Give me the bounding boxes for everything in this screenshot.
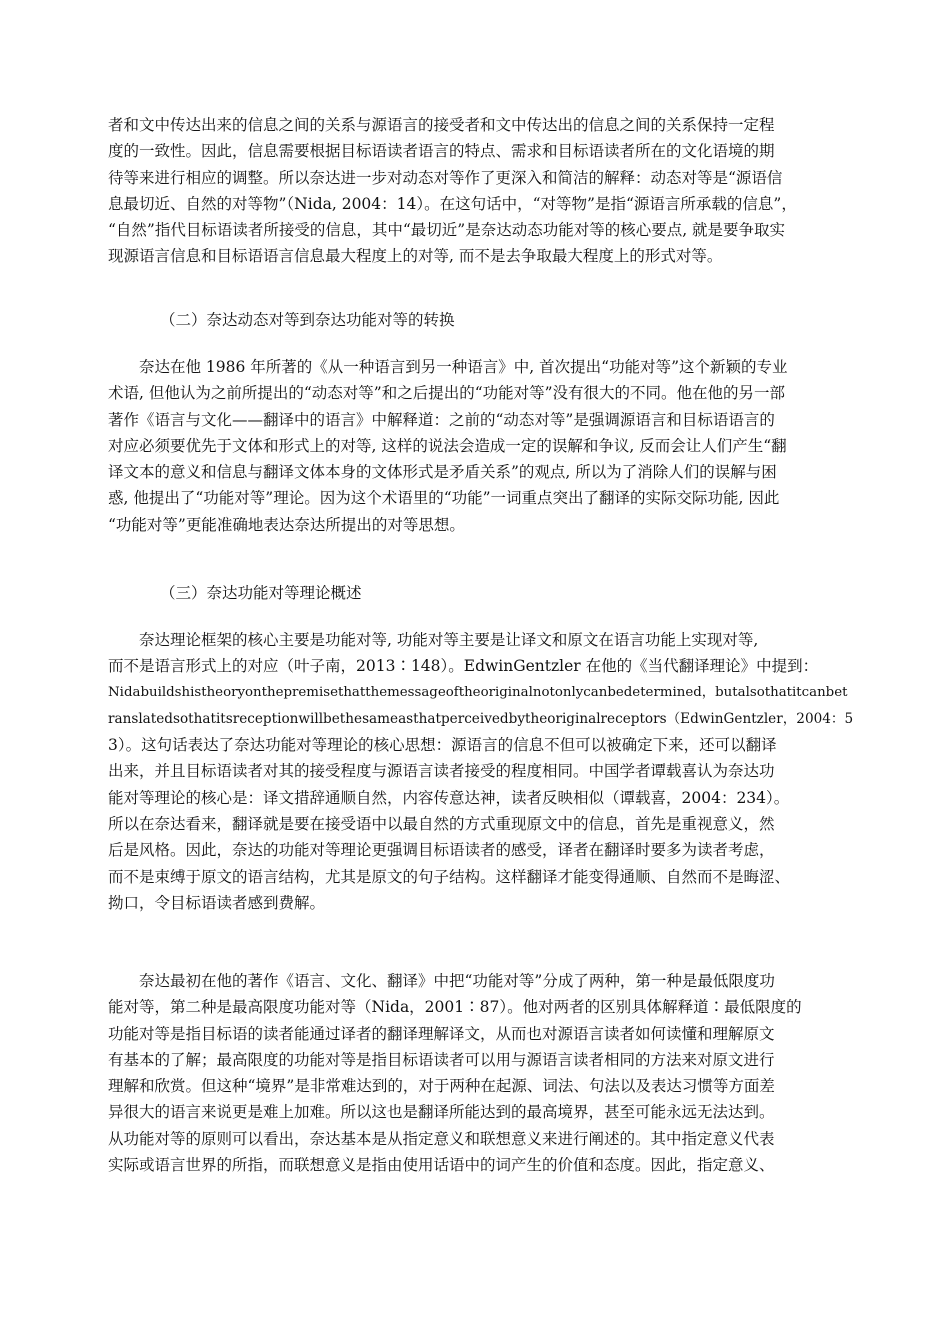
text-line: 者和文中传达出来的信息之间的关系与源语言的接受者和文中传达出的信息之间的关系保持一定程	[108, 116, 775, 134]
text-line: 功能对等是指目标语的读者能通过译者的翻译理解译文，从而也对源语言读者如何读懂和理解原文	[108, 1024, 775, 1043]
text-line: ranslatedsothatitsreceptionwillbethesameasthatperceivedbytheoriginalreceptors（EdwinGentzler，2004：5	[108, 710, 854, 727]
text-line: 有基本的了解；最高限度的功能对等是指目标语读者可以用与源语言读者相同的方法来对原文进行	[108, 1050, 775, 1069]
text-line: 所以在奈达看来，翻译就是要在接受语中以最自然的方式重现原文中的信息，首先是重视意义，然	[108, 815, 775, 834]
text-line: 异很大的语言来说更是难上加难。所以这也是翻译所能达到的最高境界，甚至可能永远无法达到。	[108, 1103, 775, 1122]
paragraph-1	[108, 112, 848, 270]
text-line: 实际或语言世界的所指，而联想意义是指由使用话语中的词产生的价值和态度。因此，指定意义、	[108, 1156, 775, 1175]
text-line: 息最切近、自然的对等物”（Nida, 2004：14）。在这句话中，“对等物”是指“源语言所承载的信息”，	[108, 194, 797, 213]
text-line: 拗口，令目标语读者感到费解。	[108, 893, 326, 912]
text-line: 奈达最初在他的著作《语言、文化、翻译》中把“功能对等”分成了两种，第一种是最低限度功	[139, 972, 775, 990]
text-line: 现源语言信息和目标语语言信息最大程度上的对等, 而不是去争取最大程度上的形式对等。	[108, 247, 723, 266]
text-line: 奈达理论框架的核心主要是功能对等, 功能对等主要是让译文和原文在语言功能上实现对等,	[139, 631, 759, 649]
text-line: 而不是语言形式上的对应（叶子南，2013∶148）。EdwinGentzler 在他的《当代翻译理论》中提到：	[108, 657, 819, 676]
text-line: 能对等理论的核心是：译文措辞通顺自然，内容传意达神，读者反映相似（谭载喜，2004：234）。	[108, 788, 790, 807]
text-line: 著作《语言与文化——翻译中的语言》中解释道：之前的“动态对等”是强调源语言和目标语语言的	[108, 410, 775, 429]
text-line: 待等来进行相应的调整。所以奈达进一步对动态对等作了更深入和简洁的解释：动态对等是“源语信	[108, 168, 783, 187]
text-line: 3）。这句话表达了奈达功能对等理论的核心思想：源语言的信息不但可以被确定下来，还可以翻译	[108, 736, 777, 755]
section-heading-3: （三）奈达功能对等理论概述	[160, 584, 362, 602]
text-line: 能对等，第二种是最高限度功能对等（Nida，2001∶87）。他对两者的区别具体解释道∶最低限度的	[108, 998, 802, 1017]
text-line: “功能对等”更能准确地表达奈达所提出的对等思想。	[108, 515, 465, 534]
text-line: “自然”指代目标语读者所接受的信息，其中“最切近”是奈达动态功能对等的核心要点, 就是要争取实	[108, 221, 786, 240]
text-line: 惑, 他提出了“功能对等”理论。因为这个术语里的“功能”一词重点突出了翻译的实际交际功能, 因此	[108, 489, 780, 508]
text-line: 从功能对等的原则可以看出，奈达基本是从指定意义和联想意义来进行阐述的。其中指定意义代表	[108, 1129, 775, 1148]
text-line: 后是风格。因此，奈达的功能对等理论更强调目标语读者的感受，译者在翻译时要多为读者考虑，	[108, 841, 775, 860]
section-heading-2: （二）奈达动态对等到奈达功能对等的转换	[160, 311, 455, 329]
text-line: 术语, 但他认为之前所提出的“动态对等”和之后提出的“功能对等”没有很大的不同。他在他的另一部	[108, 384, 786, 403]
text-line: 译文本的意义和信息与翻译文体本身的文体形式是矛盾关系”的观点, 所以为了消除人们的误解与困	[108, 463, 777, 482]
text-line: 对应必须要优先于文体和形式上的对等, 这样的说法会造成一定的误解和争议, 反而会让人们产生“翻	[108, 436, 787, 455]
text-line: 出来，并且目标语读者对其的接受程度与源语言读者接受的程度相同。中国学者谭载喜认为奈达功	[108, 762, 775, 781]
paragraph-4	[108, 968, 848, 1178]
text-line: 理解和欣赏。但这种“境界”是非常难达到的，对于两种在起源、词法、句法以及表达习惯等方面差	[108, 1077, 775, 1096]
text-line: Nidabuildshistheoryonthepremisethatthemessageoftheoriginalnotonlycanbedetermined，butalsothatitcanbet	[108, 684, 848, 700]
text-line: 度的一致性。因此，信息需要根据目标语读者语言的特点、需求和目标语读者所在的文化语境的期	[108, 142, 775, 161]
text-line: 而不是束缚于原文的语言结构，尤其是原文的句子结构。这样翻译才能变得通顺、自然而不是晦涩、	[108, 867, 791, 886]
text-line: 奈达在他 1986 年所著的《从一种语言到另一种语言》中, 首次提出“功能对等”这个新颖的专业	[139, 358, 788, 376]
paragraph-3	[108, 627, 854, 916]
paragraph-2	[108, 354, 848, 538]
